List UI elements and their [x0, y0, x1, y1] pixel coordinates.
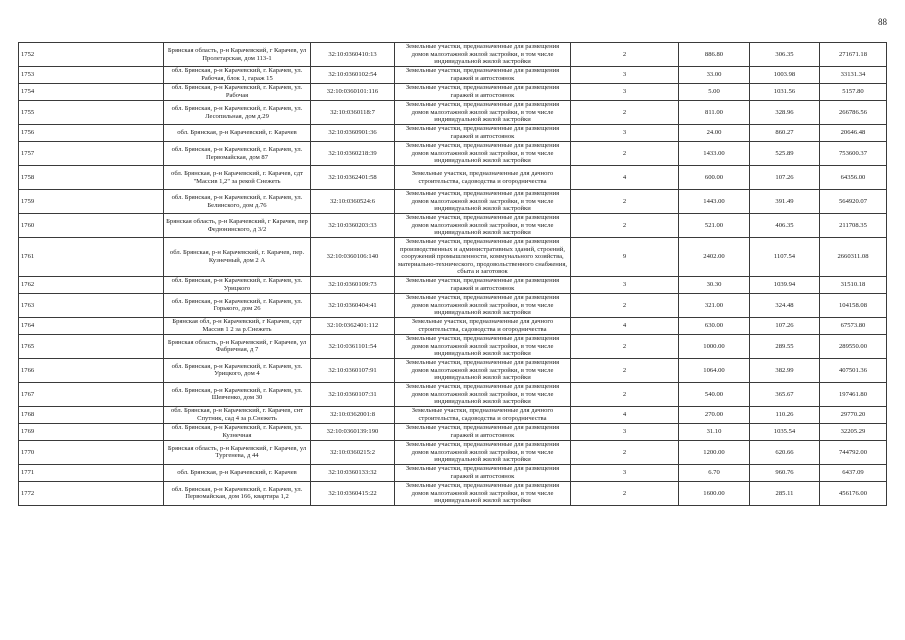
cadastral-number-cell: 32:10:0361101:54: [311, 334, 395, 358]
cadastral-number-cell: 32:10:0362401:112: [311, 317, 395, 334]
land-use-type-cell: Земельные участки, предназначенные для размещения домов малоэтажной жилой застройки, в том числе индивидуальной жилой застройки: [395, 43, 571, 67]
row-number-cell: 1757: [19, 142, 164, 166]
address-cell: обл. Брянская, р-н Карачевский, г. Карачев, ул. Урицкого: [164, 276, 311, 293]
specific-value-cell: 107.26: [750, 166, 820, 190]
page-number: 88: [878, 17, 887, 27]
category-code-cell: 3: [571, 84, 679, 101]
cadastral-value-cell: 29770.20: [820, 406, 887, 423]
land-use-type-cell: Земельные участки, предназначенные для размещения домов малоэтажной жилой застройки, в том числе индивидуальной жилой застройки: [395, 190, 571, 214]
address-cell: обл. Брянская, р-н Карачевский, г. Карачев, пер. Кузнечный, дом 2 А: [164, 238, 311, 277]
land-use-type-cell: Земельные участки, предназначенные для размещения домов малоэтажной жилой застройки, в том числе индивидуальной жилой застройки: [395, 440, 571, 464]
cadastral-number-cell: 32:10:0360109:73: [311, 276, 395, 293]
cadastral-value-cell: 744792.00: [820, 440, 887, 464]
specific-value-cell: 1003.98: [750, 67, 820, 84]
specific-value-cell: 285.11: [750, 481, 820, 505]
table-row: [19, 440, 887, 464]
row-number-cell: 1772: [19, 481, 164, 505]
row-number-cell: 1765: [19, 334, 164, 358]
row-number-cell: 1755: [19, 101, 164, 125]
table-row: [19, 84, 887, 101]
table-row: [19, 293, 887, 317]
cadastral-number-cell: 32:10:0360102:54: [311, 67, 395, 84]
area-cell: 1600.00: [679, 481, 750, 505]
address-cell: обл. Брянская, р-н Карачевский, г. Карачев, снт Спутник, сад 4 за р.Снежеть: [164, 406, 311, 423]
cadastral-value-cell: 564920.07: [820, 190, 887, 214]
cadastral-number-cell: 32:10:0360524:6: [311, 190, 395, 214]
category-code-cell: 2: [571, 43, 679, 67]
specific-value-cell: 324.48: [750, 293, 820, 317]
row-number-cell: 1754: [19, 84, 164, 101]
row-number-cell: 1760: [19, 214, 164, 238]
row-number-cell: 1753: [19, 67, 164, 84]
address-cell: обл. Брянская, р-н Карачевский, г. Карачев, ул. Первомайская, дом 166, квартира 1,2: [164, 481, 311, 505]
area-cell: 30.30: [679, 276, 750, 293]
row-number-cell: 1763: [19, 293, 164, 317]
row-number-cell: 1762: [19, 276, 164, 293]
cadastral-value-cell: 211708.35: [820, 214, 887, 238]
area-cell: 24.00: [679, 125, 750, 142]
address-cell: Брянская область, р-н Карачевский, г Карачев, ул Фабричная, д 7: [164, 334, 311, 358]
specific-value-cell: 860.27: [750, 125, 820, 142]
area-cell: 630.00: [679, 317, 750, 334]
area-cell: 521.00: [679, 214, 750, 238]
table-row: [19, 166, 887, 190]
table-row: [19, 43, 887, 67]
table-row: [19, 423, 887, 440]
cadastral-number-cell: 32:10:0360139:190: [311, 423, 395, 440]
area-cell: 1433.00: [679, 142, 750, 166]
cadastral-number-cell: 32:10:0360404:41: [311, 293, 395, 317]
specific-value-cell: 365.67: [750, 382, 820, 406]
table-row: [19, 125, 887, 142]
category-code-cell: 2: [571, 440, 679, 464]
land-use-type-cell: Земельные участки, предназначенные для размещения производственных и административных зданий, строений, сооружений промышленности, коммунального хозяйства, материально-технического, продовольственного снабжения, сбыта и заготовок: [395, 238, 571, 277]
row-number-cell: 1768: [19, 406, 164, 423]
land-use-type-cell: Земельные участки, предназначенные для размещения домов малоэтажной жилой застройки, в том числе индивидуальной жилой застройки: [395, 358, 571, 382]
cadastral-number-cell: 32:10:0360107:91: [311, 358, 395, 382]
land-use-type-cell: Земельные участки, предназначенные для размещения гаражей и автостоянок: [395, 125, 571, 142]
table-row: [19, 190, 887, 214]
cadastral-value-cell: 33131.34: [820, 67, 887, 84]
cadastral-value-cell: 2660311.08: [820, 238, 887, 277]
cadastral-number-cell: 32:10:0360101:116: [311, 84, 395, 101]
specific-value-cell: 107.26: [750, 317, 820, 334]
cadastral-number-cell: 32:10:0360106:140: [311, 238, 395, 277]
category-code-cell: 9: [571, 238, 679, 277]
category-code-cell: 2: [571, 142, 679, 166]
address-cell: обл. Брянская, р-н Карачевский, г. Карачев, ул. Кузнечная: [164, 423, 311, 440]
cadastral-value-cell: 456176.00: [820, 481, 887, 505]
land-use-type-cell: Земельные участки, предназначенные для дачного строительства, садоводства и огородничества: [395, 317, 571, 334]
cadastral-number-cell: 32:10:0360415:22: [311, 481, 395, 505]
specific-value-cell: 1107.54: [750, 238, 820, 277]
address-cell: обл. Брянская, р-н Карачевский, г. Карачев: [164, 125, 311, 142]
cadastral-value-cell: 407501.36: [820, 358, 887, 382]
land-use-type-cell: Земельные участки, предназначенные для размещения домов малоэтажной жилой застройки, в том числе индивидуальной жилой застройки: [395, 481, 571, 505]
address-cell: обл. Брянская, р-н Карачевский, г. Карачев, ул. Рабочая: [164, 84, 311, 101]
table-row: [19, 142, 887, 166]
cadastral-number-cell: 32:10:0360107:31: [311, 382, 395, 406]
specific-value-cell: 382.99: [750, 358, 820, 382]
land-use-type-cell: Земельные участки, предназначенные для размещения гаражей и автостоянок: [395, 464, 571, 481]
area-cell: 1200.00: [679, 440, 750, 464]
area-cell: 540.00: [679, 382, 750, 406]
row-number-cell: 1758: [19, 166, 164, 190]
cadastral-number-cell: 32:10:0362401:58: [311, 166, 395, 190]
table-row: [19, 358, 887, 382]
cadastral-value-cell: 104158.08: [820, 293, 887, 317]
address-cell: обл. Брянская, р-н Карачевский, г. Карачев, сдт "Массив 1,2" за рекой Снежеть: [164, 166, 311, 190]
address-cell: Брянская область, р-н Карачевский, г Карачев, пер Федюнинского, д 3/2: [164, 214, 311, 238]
land-use-type-cell: Земельные участки, предназначенные для размещения гаражей и автостоянок: [395, 67, 571, 84]
address-cell: Брянская обл, р-н Карачевский, г Карачев, сдт Массив 1 2 за р.Снежеть: [164, 317, 311, 334]
row-number-cell: 1752: [19, 43, 164, 67]
address-cell: обл. Брянская, р-н Карачевский, г. Карачев, ул. Белинского, дом д.76: [164, 190, 311, 214]
category-code-cell: 3: [571, 67, 679, 84]
cadastral-value-cell: 32205.29: [820, 423, 887, 440]
table-row: [19, 334, 887, 358]
cadastral-value-cell: 197461.80: [820, 382, 887, 406]
category-code-cell: 2: [571, 481, 679, 505]
category-code-cell: 2: [571, 214, 679, 238]
row-number-cell: 1764: [19, 317, 164, 334]
area-cell: 1443.00: [679, 190, 750, 214]
table-row: [19, 67, 887, 84]
category-code-cell: 2: [571, 334, 679, 358]
land-use-type-cell: Земельные участки, предназначенные для размещения домов малоэтажной жилой застройки, в том числе индивидуальной жилой застройки: [395, 382, 571, 406]
address-cell: обл. Брянская, р-н Карачевский, г. Карачев, ул. Шевченко, дом 30: [164, 382, 311, 406]
cadastral-number-cell: 32:10:0360410:13: [311, 43, 395, 67]
area-cell: 811.00: [679, 101, 750, 125]
cadastral-value-cell: 64356.00: [820, 166, 887, 190]
category-code-cell: 2: [571, 382, 679, 406]
area-cell: 1000.00: [679, 334, 750, 358]
specific-value-cell: 1039.94: [750, 276, 820, 293]
specific-value-cell: 289.55: [750, 334, 820, 358]
category-code-cell: 3: [571, 276, 679, 293]
row-number-cell: 1769: [19, 423, 164, 440]
specific-value-cell: 620.66: [750, 440, 820, 464]
table-row: [19, 464, 887, 481]
specific-value-cell: 960.76: [750, 464, 820, 481]
category-code-cell: 2: [571, 293, 679, 317]
land-use-type-cell: Земельные участки, предназначенные для размещения домов малоэтажной жилой застройки, в том числе индивидуальной жилой застройки: [395, 293, 571, 317]
land-use-type-cell: Земельные участки, предназначенные для размещения гаражей и автостоянок: [395, 423, 571, 440]
cadastral-value-cell: 271671.18: [820, 43, 887, 67]
address-cell: Брянская область, р-н Карачевский, г Карачев, ул Пролетарская, дом 113-1: [164, 43, 311, 67]
land-use-type-cell: Земельные участки, предназначенные для размещения домов малоэтажной жилой застройки, в том числе индивидуальной жилой застройки: [395, 101, 571, 125]
cadastral-value-cell: 753600.37: [820, 142, 887, 166]
specific-value-cell: 406.35: [750, 214, 820, 238]
land-use-type-cell: Земельные участки, предназначенные для размещения домов малоэтажной жилой застройки, в том числе индивидуальной жилой застройки: [395, 142, 571, 166]
area-cell: 886.80: [679, 43, 750, 67]
cadastral-value-cell: 5157.80: [820, 84, 887, 101]
category-code-cell: 2: [571, 101, 679, 125]
address-cell: обл. Брянская, р-н Карачевский, г. Карачев, ул. Урицкого, дом 4: [164, 358, 311, 382]
row-number-cell: 1756: [19, 125, 164, 142]
table-row: [19, 276, 887, 293]
table-row: [19, 481, 887, 505]
area-cell: 2402.00: [679, 238, 750, 277]
cadastral-number-cell: 32:10:0360133:32: [311, 464, 395, 481]
area-cell: 6.70: [679, 464, 750, 481]
address-cell: Брянская область, р-н Карачевский, г Карачев, ул Тургенева, д 44: [164, 440, 311, 464]
area-cell: 5.00: [679, 84, 750, 101]
land-use-type-cell: Земельные участки, предназначенные для размещения гаражей и автостоянок: [395, 276, 571, 293]
land-use-type-cell: Земельные участки, предназначенные для размещения гаражей и автостоянок: [395, 84, 571, 101]
area-cell: 600.00: [679, 166, 750, 190]
category-code-cell: 4: [571, 406, 679, 423]
cadastral-number-cell: 32:10:0360901:36: [311, 125, 395, 142]
specific-value-cell: 306.35: [750, 43, 820, 67]
address-cell: обл. Брянская, р-н Карачевский, г. Карачев: [164, 464, 311, 481]
address-cell: обл. Брянская, р-н Карачевский, г. Карачев, ул. Первомайская, дом 87: [164, 142, 311, 166]
category-code-cell: 2: [571, 358, 679, 382]
land-use-type-cell: Земельные участки, предназначенные для дачного строительства, садоводства и огородничества: [395, 166, 571, 190]
address-cell: обл. Брянская, р-н Карачевский, г. Карачев, ул. Рабочая, блок 1, гараж 15: [164, 67, 311, 84]
row-number-cell: 1761: [19, 238, 164, 277]
specific-value-cell: 525.89: [750, 142, 820, 166]
area-cell: 1064.00: [679, 358, 750, 382]
table-row: [19, 214, 887, 238]
specific-value-cell: 328.96: [750, 101, 820, 125]
land-use-type-cell: Земельные участки, предназначенные для дачного строительства, садоводства и огородничества: [395, 406, 571, 423]
area-cell: 270.00: [679, 406, 750, 423]
land-use-type-cell: Земельные участки, предназначенные для размещения домов малоэтажной жилой застройки, в том числе индивидуальной жилой застройки: [395, 214, 571, 238]
category-code-cell: 3: [571, 125, 679, 142]
specific-value-cell: 1031.56: [750, 84, 820, 101]
category-code-cell: 4: [571, 317, 679, 334]
category-code-cell: 3: [571, 464, 679, 481]
cadastral-number-cell: 32:10:0360203:33: [311, 214, 395, 238]
area-cell: 31.10: [679, 423, 750, 440]
cadastral-value-cell: 6437.09: [820, 464, 887, 481]
table-row: [19, 317, 887, 334]
table-row: [19, 382, 887, 406]
cadastral-number-cell: 32:10:0360118:7: [311, 101, 395, 125]
row-number-cell: 1759: [19, 190, 164, 214]
table-row: [19, 238, 887, 277]
cadastral-number-cell: 32:10:0362001:8: [311, 406, 395, 423]
cadastral-value-cell: 266786.56: [820, 101, 887, 125]
category-code-cell: 3: [571, 423, 679, 440]
area-cell: 321.00: [679, 293, 750, 317]
cadastral-value-cell: 31510.18: [820, 276, 887, 293]
cadastral-value-cell: 20646.48: [820, 125, 887, 142]
specific-value-cell: 391.49: [750, 190, 820, 214]
land-use-type-cell: Земельные участки, предназначенные для размещения домов малоэтажной жилой застройки, в том числе индивидуальной жилой застройки: [395, 334, 571, 358]
cadastral-value-cell: 67573.80: [820, 317, 887, 334]
category-code-cell: 4: [571, 166, 679, 190]
category-code-cell: 2: [571, 190, 679, 214]
address-cell: обл. Брянская, р-н Карачевский, г. Карачев, ул. Горького, дом 26: [164, 293, 311, 317]
row-number-cell: 1770: [19, 440, 164, 464]
land-registry-table: [18, 42, 887, 506]
table-row: [19, 101, 887, 125]
table-row: [19, 406, 887, 423]
row-number-cell: 1771: [19, 464, 164, 481]
specific-value-cell: 110.26: [750, 406, 820, 423]
address-cell: обл. Брянская, р-н Карачевский, г. Карачев, ул. Лесопильная, дом д.29: [164, 101, 311, 125]
cadastral-number-cell: 32:10:0360218:39: [311, 142, 395, 166]
row-number-cell: 1767: [19, 382, 164, 406]
area-cell: 33.00: [679, 67, 750, 84]
cadastral-number-cell: 32:10:0360215:2: [311, 440, 395, 464]
row-number-cell: 1766: [19, 358, 164, 382]
specific-value-cell: 1035.54: [750, 423, 820, 440]
cadastral-value-cell: 289550.00: [820, 334, 887, 358]
